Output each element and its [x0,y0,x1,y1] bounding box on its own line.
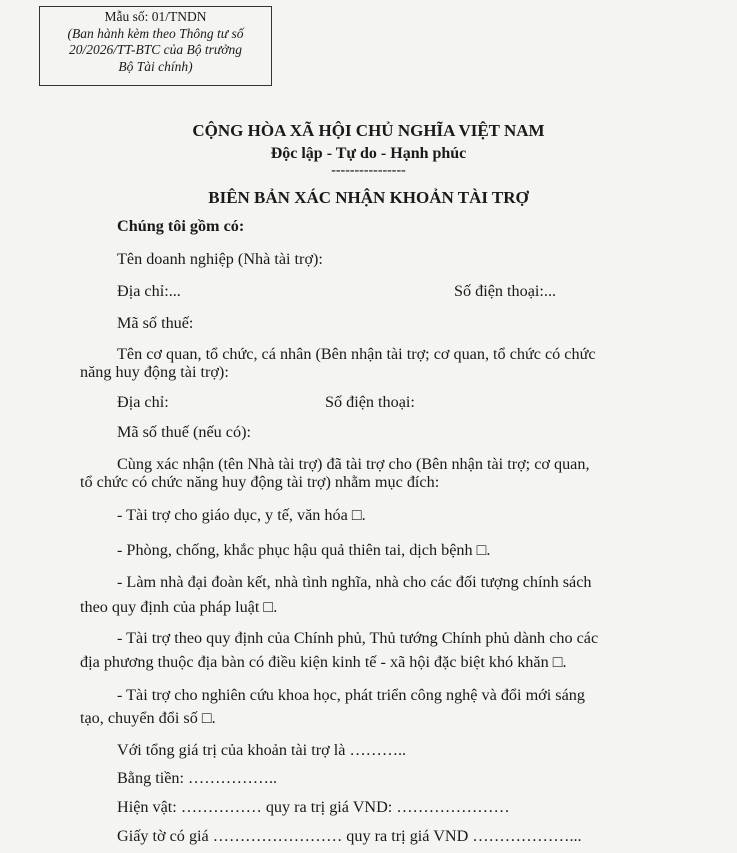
total-value-field: Với tổng giá trị của khoản tài trợ là ……….. [117,741,407,759]
form-number: Mẫu số: 01/TNDN [104,9,207,24]
sponsor-name-field: Tên doanh nghiệp (Nhà tài trợ): [117,250,323,268]
purpose-housing-cont: theo quy định của pháp luật □. [80,598,278,616]
confirmation-paragraph: Cùng xác nhận (tên Nhà tài trợ) đã tài trợ cho (Bên nhận tài trợ; cơ quan, [117,455,590,473]
header-divider: ---------------- [331,163,406,178]
recipient-tax-field: Mã số thuế (nếu có): [117,423,251,441]
document-title: BIÊN BẢN XÁC NHẬN KHOẢN TÀI TRỢ [208,188,529,207]
purpose-research-checkbox: - Tài trợ cho nghiên cứu khoa học, phát triển công nghệ và đổi mới sáng [117,686,585,704]
purpose-research-cont: tạo, chuyển đổi số □. [80,709,216,727]
recipient-address-field: Địa chỉ: [117,393,169,411]
confirmation-paragraph-cont: tổ chức có chức năng huy động tài trợ) nhằm mục đích: [80,473,440,491]
national-motto: Độc lập - Tự do - Hạnh phúc [270,145,467,162]
form-issuance-note-3: Bộ Tài chính) [118,58,193,74]
recipient-name-field: Tên cơ quan, tổ chức, cá nhân (Bên nhận tài trợ; cơ quan, tổ chức có chức [117,345,596,363]
form-issuance-note-2: 20/2026/TT-BTC của Bộ trưởng [69,42,242,57]
in-kind-field: Hiện vật: …………… quy ra trị giá VND: ………………… [117,798,510,816]
cash-field: Bằng tiền: …………….. [117,769,278,787]
purpose-education-checkbox: - Tài trợ cho giáo dục, y tế, văn hóa □. [117,506,366,524]
recipient-name-field-cont: năng huy động tài trợ): [80,363,229,381]
securities-field: Giấy tờ có giá …………………… quy ra trị giá VND ………………... [117,827,582,845]
national-title: CỘNG HÒA XÃ HỘI CHỦ NGHĨA VIỆT NAM [192,121,545,140]
purpose-government-cont: địa phương thuộc địa bàn có điều kiện kinh tế - xã hội đặc biệt khó khăn □. [80,653,567,671]
sponsor-address-field: Địa chỉ:... [117,282,181,300]
form-issuance-note: (Ban hành kèm theo Thông tư số [67,25,244,41]
recipient-phone-field: Số điện thoại: [325,393,415,411]
purpose-housing-checkbox: - Làm nhà đại đoàn kết, nhà tình nghĩa, nhà cho các đối tượng chính sách [117,573,592,591]
intro-heading: Chúng tôi gồm có: [117,217,245,235]
purpose-government-checkbox: - Tài trợ theo quy định của Chính phủ, Thủ tướng Chính phủ dành cho các [117,629,599,647]
sponsor-phone-field: Số điện thoại:... [454,282,557,300]
form-number-box [39,6,272,86]
purpose-disaster-checkbox: - Phòng, chống, khắc phục hậu quả thiên tai, dịch bệnh □. [117,541,491,559]
sponsor-tax-field: Mã số thuế: [117,314,194,332]
